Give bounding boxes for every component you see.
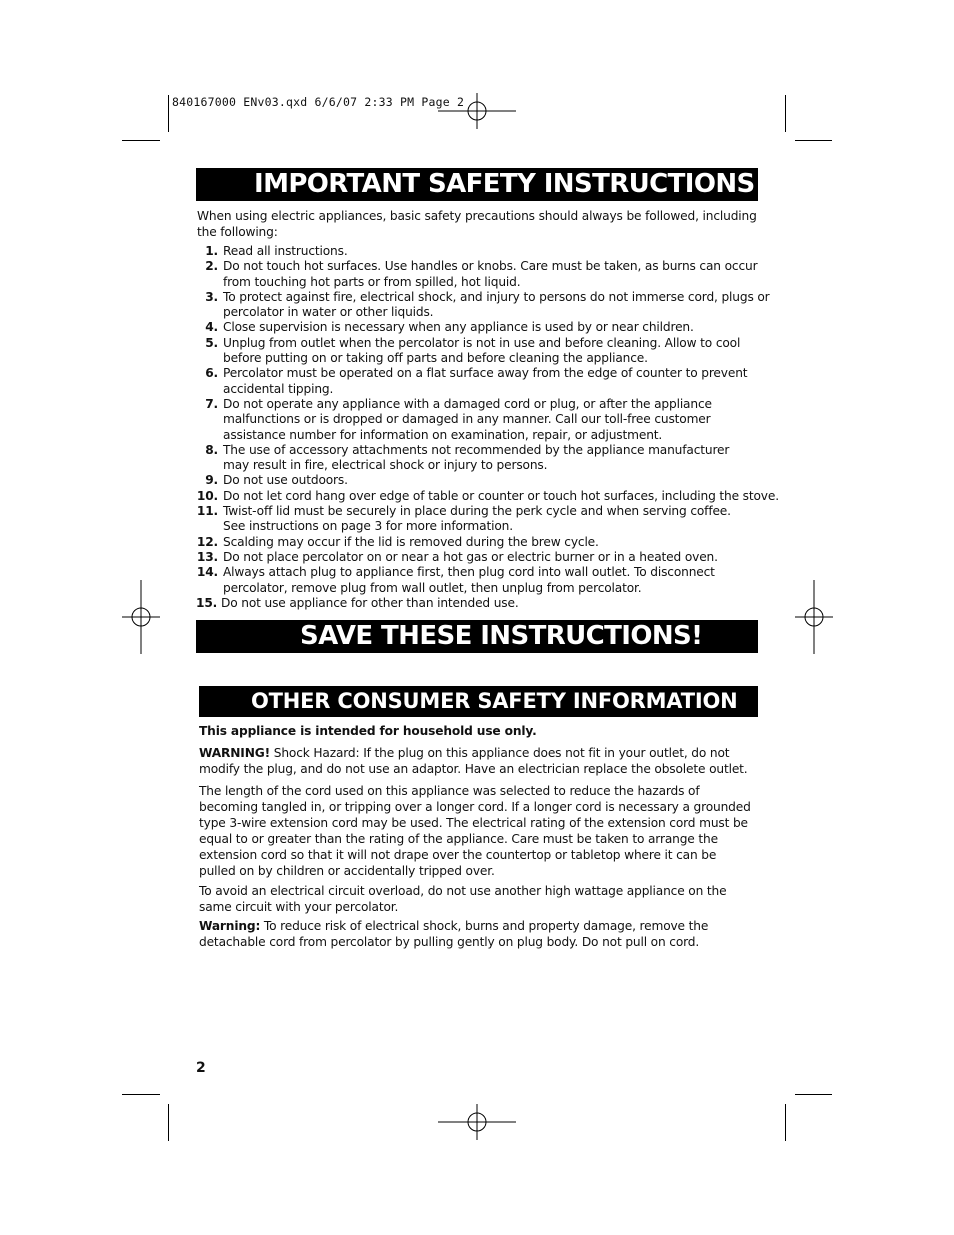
- instruction-text-line: Do not let cord hang over edge of table or counter or touch hot surfaces, including the stove.: [223, 488, 779, 503]
- warning-shock-hazard-paragraph: [199, 745, 755, 777]
- registration-mark-right: [795, 580, 833, 654]
- instruction-item: [196, 504, 758, 535]
- instruction-item: [196, 550, 758, 565]
- warning-label-2: Warning:: [199, 919, 261, 933]
- instruction-text-line: See instructions on page 3 for more information.: [223, 519, 513, 534]
- title-banner-save-instructions: [196, 620, 758, 653]
- cord-length-paragraph: The length of the cord used on this appliance was selected to reduce the hazards of becoming tangled in, or tripping over a longer cord. If a longer cord is necessary a grounded type 3-wire extension cord may be used. The electrical rating of the extension cord must be equal to or greater than the rating of the appliance. Care must be taken to arrange the extension cord so that it will not drape over the countertop or tabletop where it can be pulled on by children or accidentally tripped over.: [199, 784, 751, 878]
- instruction-text-line: assistance number for information on examination, repair, or adjustment.: [223, 427, 663, 442]
- registration-mark-top: [438, 93, 516, 129]
- instruction-number: 13.: [196, 549, 218, 564]
- instruction-text-line: Twist-off lid must be securely in place during the perk cycle and when serving coffee.: [223, 504, 731, 519]
- instruction-number: 6.: [205, 366, 218, 381]
- instruction-text-line: Scalding may occur if the lid is removed during the brew cycle.: [223, 534, 599, 549]
- instruction-item: [196, 596, 758, 611]
- instruction-text-line: Read all instructions.: [223, 244, 348, 258]
- instruction-text-line: malfunctions or is dropped or damaged in any manner. Call our toll-free customer: [223, 412, 711, 427]
- page-title: IMPORTANT SAFETY INSTRUCTIONS: [254, 169, 755, 199]
- instruction-text-line: To protect against fire, electrical shock, and injury to persons do not immerse cord, plugs or: [223, 289, 770, 304]
- safety-instructions-list: [196, 244, 779, 611]
- instruction-text-line: Do not use appliance for other than intended use.: [221, 595, 519, 610]
- instruction-number: 2.: [205, 259, 218, 274]
- title-banner-other-consumer-safety: [199, 686, 758, 717]
- instruction-text-line: percolator, remove plug from wall outlet, then unplug from percolator.: [223, 580, 642, 595]
- warning-label: WARNING!: [199, 746, 271, 760]
- instruction-item: [196, 244, 758, 259]
- page-number: 2: [196, 1060, 206, 1076]
- circuit-overload-paragraph: To avoid an electrical circuit overload, do not use another high wattage appliance on the same circuit with your percolator.: [199, 884, 727, 914]
- instruction-item: [196, 366, 758, 397]
- instruction-item: [196, 320, 758, 335]
- instruction-item: [196, 565, 758, 596]
- instruction-item: [196, 259, 758, 290]
- instruction-number: 4.: [205, 320, 218, 335]
- other-safety-title: OTHER CONSUMER SAFETY INFORMATION: [251, 689, 738, 713]
- instruction-text-line: accidental tipping.: [223, 381, 334, 396]
- instruction-number: 14.: [196, 565, 218, 580]
- instruction-number: 15.: [196, 595, 218, 610]
- instruction-item: [196, 443, 758, 474]
- instruction-item: [196, 289, 770, 321]
- instruction-item: [196, 473, 758, 488]
- instruction-number: 8.: [205, 442, 218, 457]
- instruction-text-line: percolator in water or other liquids.: [223, 305, 434, 320]
- instruction-text-line: Unplug from outlet when the percolator is not in use and before cleaning. Allow to cool: [223, 335, 741, 350]
- intro-paragraph: When using electric appliances, basic safety precautions should always be followed, including the following:: [197, 209, 757, 239]
- instruction-number: 7.: [205, 396, 218, 411]
- instruction-text-line: Close supervision is necessary when any appliance is used by or near children.: [223, 320, 694, 335]
- instruction-number: 9.: [205, 473, 218, 488]
- save-instructions-title: SAVE THESE INSTRUCTIONS!: [300, 621, 703, 651]
- instruction-number: 10.: [196, 488, 218, 503]
- instruction-text-line: from touching hot parts or from spilled, hot liquid.: [223, 274, 521, 289]
- instruction-item: [196, 488, 779, 504]
- instruction-number: 5.: [205, 335, 218, 350]
- warning-shock-text: Shock Hazard: If the plug on this appliance does not fit in your outlet, do not modify the plug, and do not use an adaptor. Have an electrician replace the obsolete outlet.: [199, 746, 748, 776]
- household-use-note: This appliance is intended for household use only.: [199, 724, 537, 738]
- instruction-text-line: Percolator must be operated on a flat surface away from the edge of counter to prevent: [223, 366, 748, 381]
- instruction-text-line: Do not use outdoors.: [223, 473, 348, 488]
- warning-detachable-cord-paragraph: [199, 918, 755, 950]
- registration-mark-left: [122, 580, 160, 654]
- instruction-number: 1.: [205, 244, 218, 258]
- instruction-text-line: Do not operate any appliance with a damaged cord or plug, or after the appliance: [223, 396, 712, 411]
- instruction-number: 12.: [196, 534, 218, 549]
- instruction-item: [196, 535, 758, 550]
- registration-mark-bottom: [438, 1104, 516, 1140]
- instruction-text-line: may result in fire, electrical shock or injury to persons.: [223, 458, 548, 473]
- instruction-item: [196, 336, 758, 367]
- warning-cord-text: To reduce risk of electrical shock, burns and property damage, remove the detachable cord from percolator by pulling gently on plug body. Do not pull on cord.: [199, 919, 709, 949]
- instruction-text-line: Do not place percolator on or near a hot gas or electric burner or in a heated oven.: [223, 549, 718, 564]
- instruction-text-line: before putting on or taking off parts and before cleaning the appliance.: [223, 351, 648, 366]
- instruction-text-line: Do not touch hot surfaces. Use handles or knobs. Care must be taken, as burns can occur: [223, 259, 758, 274]
- title-banner-important-safety: [196, 168, 758, 201]
- instruction-text-line: The use of accessory attachments not recommended by the appliance manufacturer: [223, 442, 730, 457]
- slug-line: 840167000 ENv03.qxd 6/6/07 2:33 PM Page 2: [172, 95, 465, 109]
- instruction-number: 11.: [196, 504, 218, 519]
- instruction-number: 3.: [205, 289, 218, 304]
- instruction-text-line: Always attach plug to appliance first, then plug cord into wall outlet. To disconnect: [223, 565, 715, 580]
- instruction-item: [196, 397, 758, 443]
